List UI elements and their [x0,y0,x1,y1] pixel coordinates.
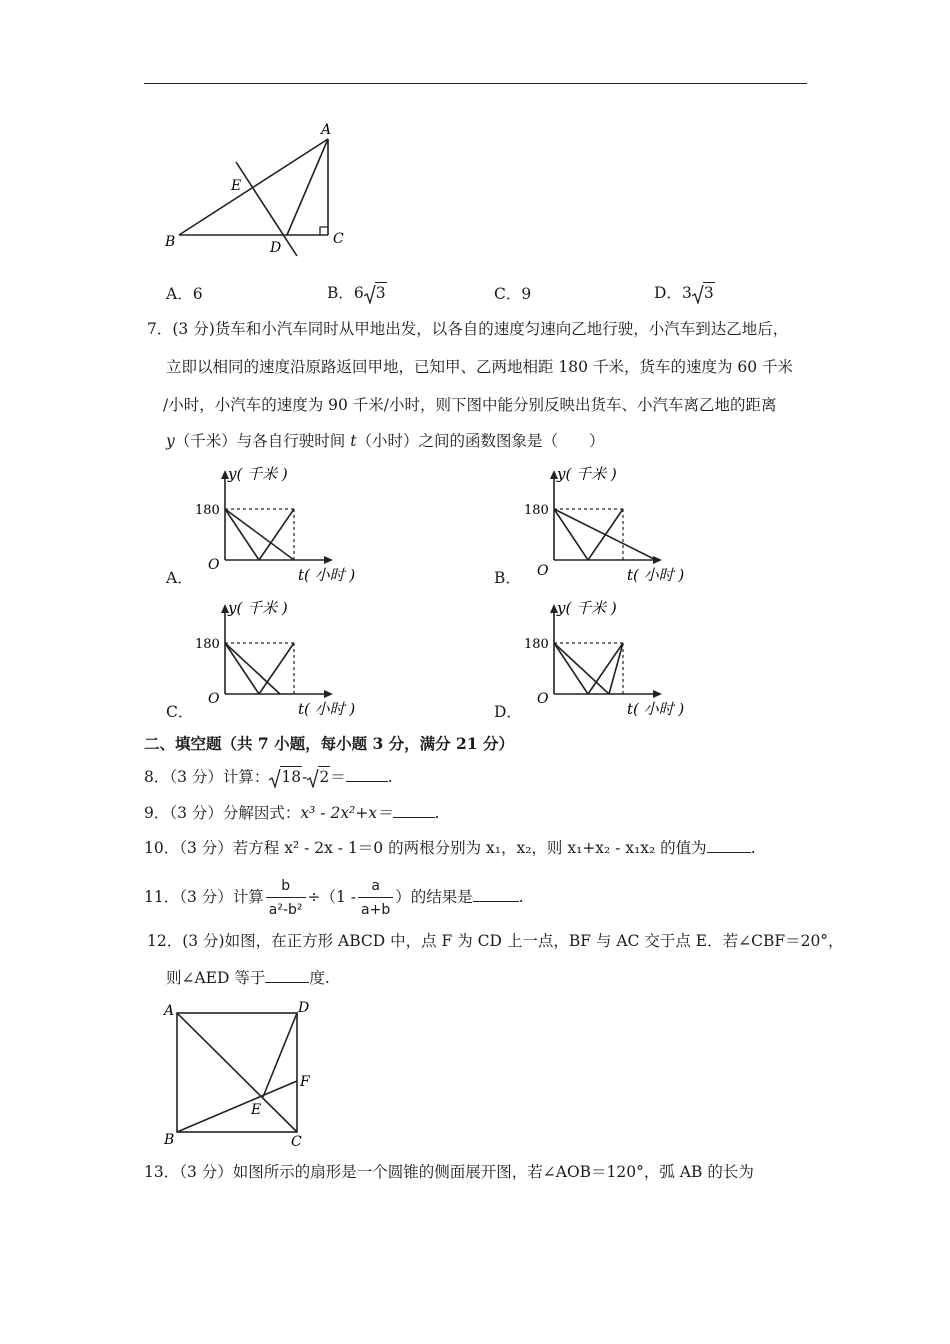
q7-a-180: 180 [195,503,220,518]
q7-line3: /小时，小汽车的速度为 90 千米/小时，则下图中能分别反映出货车、小汽车离乙地的距离 [163,396,777,414]
q7-c-180: 180 [195,637,220,652]
q7-b-xlabel: t( 小时 ) [627,566,685,584]
q7-a-ylabel: y( 千米 ) [228,465,288,483]
q7-c-xlabel: t( 小时 ) [298,700,356,718]
q9-answer-blank[interactable] [393,816,435,818]
q12-label-a: A [164,1003,175,1019]
q12-square-figure [160,995,320,1150]
q6-triangle-figure [160,118,360,260]
q6-label-d: D [270,240,282,256]
q7-d-origin: O [537,691,549,707]
q12-label-e: E [251,1102,262,1118]
q7-option-c-letter[interactable]: C． [166,703,194,721]
q7-graph-a[interactable] [190,458,370,588]
q6-label-e: E [231,178,242,194]
q6-label-b: B [165,234,176,250]
q8-answer-blank[interactable] [346,780,388,782]
q7-c-ylabel: y( 千米 ) [228,599,288,617]
q7-graph-c[interactable] [190,592,370,722]
q7-b-180: 180 [524,503,549,518]
q9: 9．（3 分）分解因式：x³ - 2x²+x＝ . [144,804,440,822]
q6-option-d[interactable]: D．3 3 [654,284,714,302]
q7-option-b-letter[interactable]: B． [494,569,521,587]
q12-answer-blank[interactable] [265,981,309,983]
section-2-heading: 二、填空题（共 7 小题，每小题 3 分，满分 21 分） [144,734,515,753]
q12-label-c: C [291,1134,302,1150]
q12-label-f: F [300,1074,310,1090]
q7-b-origin: O [537,563,549,579]
q6-label-a: A [321,122,332,138]
q11-answer-blank[interactable] [473,900,519,902]
q7-c-origin: O [208,691,220,707]
q13-line1: 13．（3 分）如图所示的扇形是一个圆锥的侧面展开图，若∠AOB＝120°，弧 AB 的长为 [144,1163,754,1181]
q7-line2: 立即以相同的速度沿原路返回甲地，已知甲、乙两地相距 180 千米，货车的速度为 60 千米 [166,358,794,376]
q11: 11．（3 分）计算 $\frac{b}{\text{a²-b²}}$ ÷（1 - $\frac{a}{a+b}$ ）的结果是 . [144,878,524,918]
q7-line1: 7．(3 分)货车和小汽车同时从甲地出发，以各自的速度匀速向乙地行驶，小汽车到达乙地后， [147,320,789,338]
q7-option-a-letter[interactable]: A． [166,569,193,587]
q7-graph-b[interactable] [519,458,699,588]
q7-d-xlabel: t( 小时 ) [627,700,685,718]
q7-b-ylabel: y( 千米 ) [557,465,617,483]
q12-label-d: D [298,1000,310,1016]
q7-line4: y（千米）与各自行驶时间 t（小时）之间的函数图象是（ ） [166,432,605,450]
sqrt-sign: 3 [692,286,715,302]
q7-a-xlabel: t( 小时 ) [298,566,356,584]
q6-option-b[interactable]: B．6 3 [327,284,386,302]
q6-option-c[interactable]: C．9 [494,285,532,303]
q11-fraction-2: $\frac{a}{a+b}$ [358,876,393,920]
q6-option-a[interactable]: A．6 [166,285,203,303]
sqrt-sign: 2 [307,770,330,786]
q7-a-origin: O [208,557,220,573]
q6-label-c: C [333,231,344,247]
header-rule [144,83,807,84]
q10-answer-blank[interactable] [707,851,751,853]
q12-label-b: B [164,1132,175,1148]
q12-line2: 则∠AED 等于 度. [166,969,330,987]
q12-line1: 12．(3 分)如图，在正方形 ABCD 中，点 F 为 CD 上一点，BF 与 AC 交于点 E．若∠CBF＝20°， [147,932,844,950]
q7-d-ylabel: y( 千米 ) [557,599,617,617]
sqrt-sign: 18 [269,770,302,786]
q7-graph-d[interactable] [519,592,699,722]
q8: 8．（3 分）计算： 18- 2＝ . [144,768,393,786]
q11-fraction-1: $\frac{b}{\text{a²-b²}}$ [266,876,306,920]
q7-d-180: 180 [524,637,549,652]
q7-option-d-letter[interactable]: D． [494,703,522,721]
sqrt-sign: 3 [364,286,387,302]
q10: 10．（3 分）若方程 x² - 2x - 1＝0 的两根分别为 x₁，x₂，则 x₁+x₂ - x₁x₂ 的值为 . [144,839,756,857]
